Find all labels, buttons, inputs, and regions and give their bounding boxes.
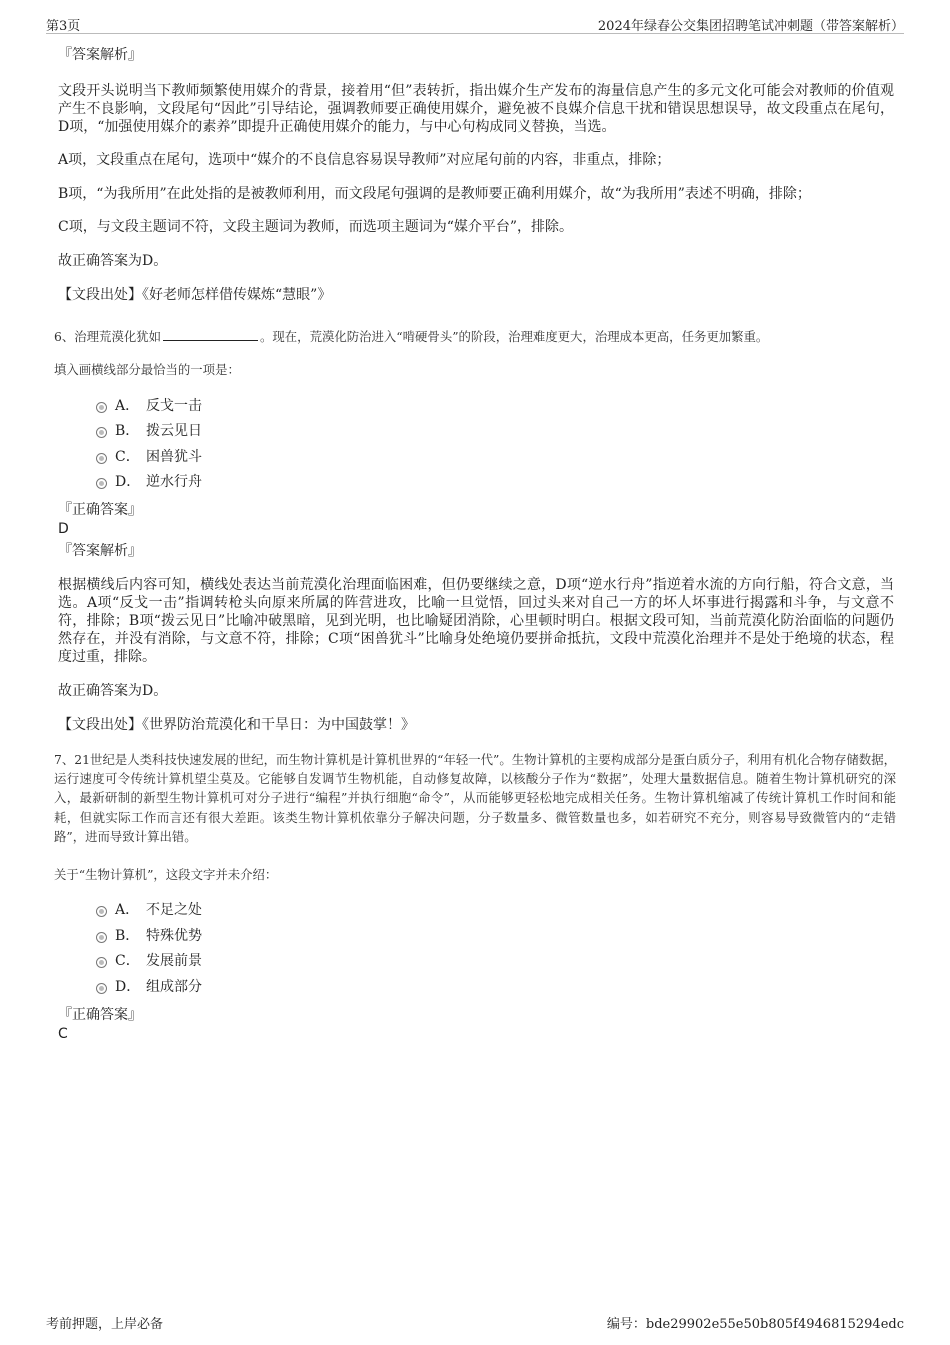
q6-conclusion: 故正确答案为D。 <box>58 683 168 699</box>
q6-answer-label: 『正确答案』 <box>58 502 142 518</box>
q5-source: 【文段出处】《好老师怎样借传媒炼“慧眼”》 <box>58 287 332 303</box>
radio-icon[interactable] <box>96 453 107 464</box>
q6-stem <box>54 327 896 346</box>
q6-blank <box>163 328 258 341</box>
radio-icon[interactable] <box>96 983 107 994</box>
footer-slogan: 考前押题，上岸必备 <box>46 1317 164 1332</box>
radio-icon[interactable] <box>96 906 107 917</box>
q5-analysis-option-c: C项，与文段主题词不符，文段主题词为教师，而选项主题词为“媒介平台”，排除。 <box>58 219 574 235</box>
q5-analysis-paragraph: 文段开头说明当下教师频繁使用媒介的背景，接着用“但”表转折，指出媒介生产发布的海量信息产生的多元文化可能会对教师的价值观产生不良影响，文段尾句“因此”引导结论，强调教师要正确使用媒介，避免被不良媒介信息干扰和错误思想误导，故文段重点在尾句，D项，“加强使用媒介的素养”即提升正确使用媒介的能力，与中心句构成同义替换，当选。 <box>58 83 894 135</box>
page-number: 第3页 <box>46 19 81 34</box>
q5-analysis-option-a: A项，文段重点在尾句，选项中“媒介的不良信息容易误导教师”对应尾句前的内容，非重点，排除； <box>58 152 671 168</box>
q5-conclusion: 故正确答案为D。 <box>58 253 168 269</box>
radio-icon[interactable] <box>96 932 107 943</box>
q6-stem-before: 6、治理荒漠化犹如 <box>54 329 162 344</box>
q7-answer-label: 『正确答案』 <box>58 1007 142 1023</box>
document-title: 2024年绿春公交集团招聘笔试冲刺题（带答案解析） <box>597 19 904 34</box>
q6-analysis-label: 『答案解析』 <box>58 543 142 559</box>
radio-icon[interactable] <box>96 402 107 413</box>
q7-answer: C <box>58 1026 68 1042</box>
q6-prompt: 填入画横线部分最恰当的一项是： <box>54 362 240 377</box>
q7-stem: 7、21世纪是人类科技快速发展的世纪，而生物计算机是计算机世界的“年轻一代”。生物计算机的主要构成部分是蛋白质分子，利用有机化合物存储数据，运行速度可令传统计算机望尘莫及。它能够自发调节生物机能，自动修复故障，以核酸分子作为“数据”，处理大量数据信息。随着生物计算机研究的深入，最新研制的新型生物计算机可对分子进行“编程”并执行细胞“命令”，从而能够更轻松地完成相关任务。生物计算机缩减了传统计算机工作时间和能耗，但就实际工作而言还有很大差距。该类生物计算机依靠分子解决问题，分子数量多、微管数量也多，如若研究不充分，则容易导致微管内的“走错路”，进而导致计算出错。 <box>54 752 896 844</box>
q6-source: 【文段出处】《世界防治荒漠化和干旱日：为中国鼓掌！》 <box>58 717 415 733</box>
radio-icon[interactable] <box>96 957 107 968</box>
header-divider <box>46 33 904 34</box>
q6-analysis: 根据横线后内容可知，横线处表达当前荒漠化治理面临困难，但仍要继续之意，D项“逆水行舟”指逆着水流的方向行船，符合文意，当选。A项“反戈一击”指调转枪头向原来所属的阵营进攻，比喻一旦觉悟，回过头来对自己一方的坏人坏事进行揭露和斗争，与文意不符，排除；B项“拨云见日”比喻冲破黑暗，见到光明，也比喻疑团消除，心里顿时明白。根据文段可知，当前荒漠化防治面临的问题仍然存在，并没有消除，与文意不符，排除；C项“困兽犹斗”比喻身处绝境仍要拼命抵抗，文段中荒漠化治理并不是处于绝境的状态，程度过重，排除。 <box>58 577 894 665</box>
q5-analysis-option-b: B项，“为我所用”在此处指的是被教师利用，而文段尾句强调的是教师要正确利用媒介，故“为我所用”表述不明确，排除； <box>58 186 811 202</box>
q6-stem-after: 。现在，荒漠化防治进入“啃硬骨头”的阶段，治理难度更大，治理成本更高，任务更加繁重。 <box>260 329 769 344</box>
q6-answer: D <box>58 521 69 537</box>
radio-icon[interactable] <box>96 478 107 489</box>
q5-analysis-label: 『答案解析』 <box>58 47 142 63</box>
footer-serial-number: 编号：bde29902e55e50b805f4946815294edc <box>606 1317 904 1332</box>
q7-prompt: 关于“生物计算机”，这段文字并未介绍： <box>54 867 278 882</box>
radio-icon[interactable] <box>96 427 107 438</box>
